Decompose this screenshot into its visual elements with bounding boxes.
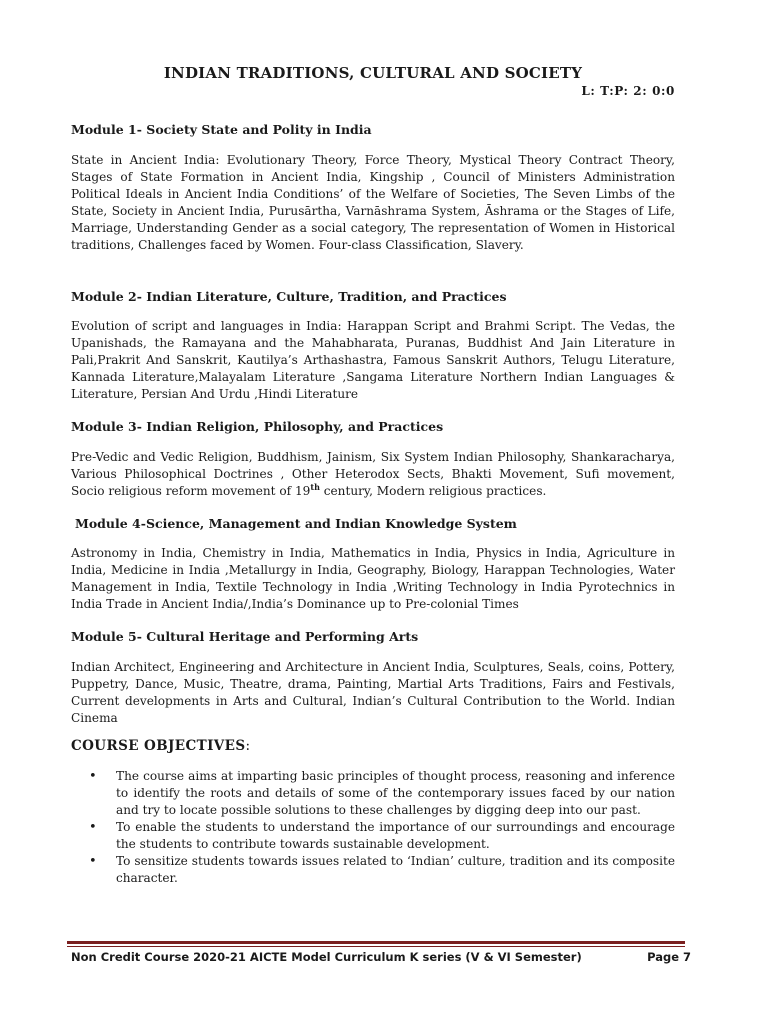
page-number: Page 7 [647, 950, 691, 964]
footer-rule-thin [67, 946, 685, 947]
list-item [71, 819, 675, 853]
objective-text: To enable the students to understand the importance of our surroundings and encourage the students to contribute towards sustainable development. [116, 820, 675, 851]
bullet-icon: • [89, 820, 97, 835]
module-3-superscript: th [310, 481, 320, 492]
course-objectives-colon: : [245, 738, 251, 754]
objective-text: The course aims at imparting basic principles of thought process, reasoning and inference to identify the roots and details of some of the contemporary issues faced by our nation and try to locate possible solutions to these challenges by digging deep into our past. [116, 769, 675, 817]
document-title: INDIAN TRADITIONS, CULTURAL AND SOCIETY [163, 64, 583, 82]
bullet-icon: • [89, 854, 97, 869]
bullet-icon: • [89, 769, 97, 784]
course-objectives-list [71, 768, 675, 887]
module-3-body-text-end: century, Modern religious practices. [319, 484, 547, 498]
module-2-heading: Module 2- Indian Literature, Culture, Tradition, and Practices [71, 289, 507, 304]
module-1-heading: Module 1- Society State and Polity in India [71, 122, 372, 137]
module-4-heading: Module 4-Science, Management and Indian Knowledge System [75, 516, 517, 531]
footer-course-label: Non Credit Course 2020-21 AICTE Model Curriculum K series (V & VI Semester) [71, 950, 582, 964]
objective-text: To sensitize students towards issues related to ‘Indian’ culture, tradition and its composite character. [116, 854, 675, 885]
module-4-body: Astronomy in India, Chemistry in India, Mathematics in India, Physics in India, Agriculture in India, Medicine in India ,Metallurgy in India, Geography, Biology, Harappan Technologies, Water Management in India, Textile Technology in India ,Writing Technology in India Pyrotechnics in India Trade in Ancient India/,India’s Dominance up to Pre-colonial Times [71, 546, 675, 611]
list-item [71, 853, 675, 887]
module-2-body: Evolution of script and languages in India: Harappan Script and Brahmi Script. The Vedas, the Upanishads, the Ramayana and the Mahabharata, Puranas, Buddhist And Jain Literature in Pali,Prakrit And Sanskrit, Kautilya’s Arthashastra, Famous Sanskrit Authors, Telugu Literature, Kannada Literature,Malayalam Literature ,Sangama Literature Northern Indian Languages & Literature, Persian And Urdu ,Hindi Literature [71, 319, 675, 401]
module-3-body [71, 449, 675, 500]
list-item [71, 768, 675, 819]
module-1-body: State in Ancient India: Evolutionary Theory, Force Theory, Mystical Theory Contract Theory, Stages of State Formation in Ancient India, Kingship , Council of Ministers Administration Political Ideals in Ancient India Conditions’ of the Welfare of Societies, The Seven Limbs of the State, Society in Ancient India, Purusārtha, Varnāshrama System, Āshrama or the Stages of Life, Marriage, Understanding Gender as a social category, The representation of Women in Historical traditions, Challenges faced by Women. Four-class Classification, Slavery. [71, 153, 675, 252]
course-objectives-heading-text: COURSE OBJECTIVES [71, 738, 246, 754]
module-5-heading: Module 5- Cultural Heritage and Performing Arts [71, 629, 419, 644]
footer-rule-thick [67, 941, 685, 944]
module-3-heading: Module 3- Indian Religion, Philosophy, and Practices [71, 419, 444, 434]
module-3-body-text: Pre-Vedic and Vedic Religion, Buddhism, Jainism, Six System Indian Philosophy, Shankaracharya, Various Philosophical Doctrines , Other Heterodox Sects, Bhakti Movement, Sufi movement, Socio religious reform movement of 19 [71, 450, 675, 498]
document-page [71, 60, 675, 887]
module-5-body: Indian Architect, Engineering and Architecture in Ancient India, Sculptures, Seals, coins, Pottery, Puppetry, Dance, Music, Theatre, drama, Painting, Martial Arts Traditions, Fairs and Festivals, Current developments in Arts and Cultural, Indian’s Cultural Contribution to the World. Indian Cinema [71, 660, 675, 725]
course-objectives-heading [71, 738, 675, 754]
lecture-tutorial-practical: L: T:P: 2: 0:0 [581, 84, 675, 98]
